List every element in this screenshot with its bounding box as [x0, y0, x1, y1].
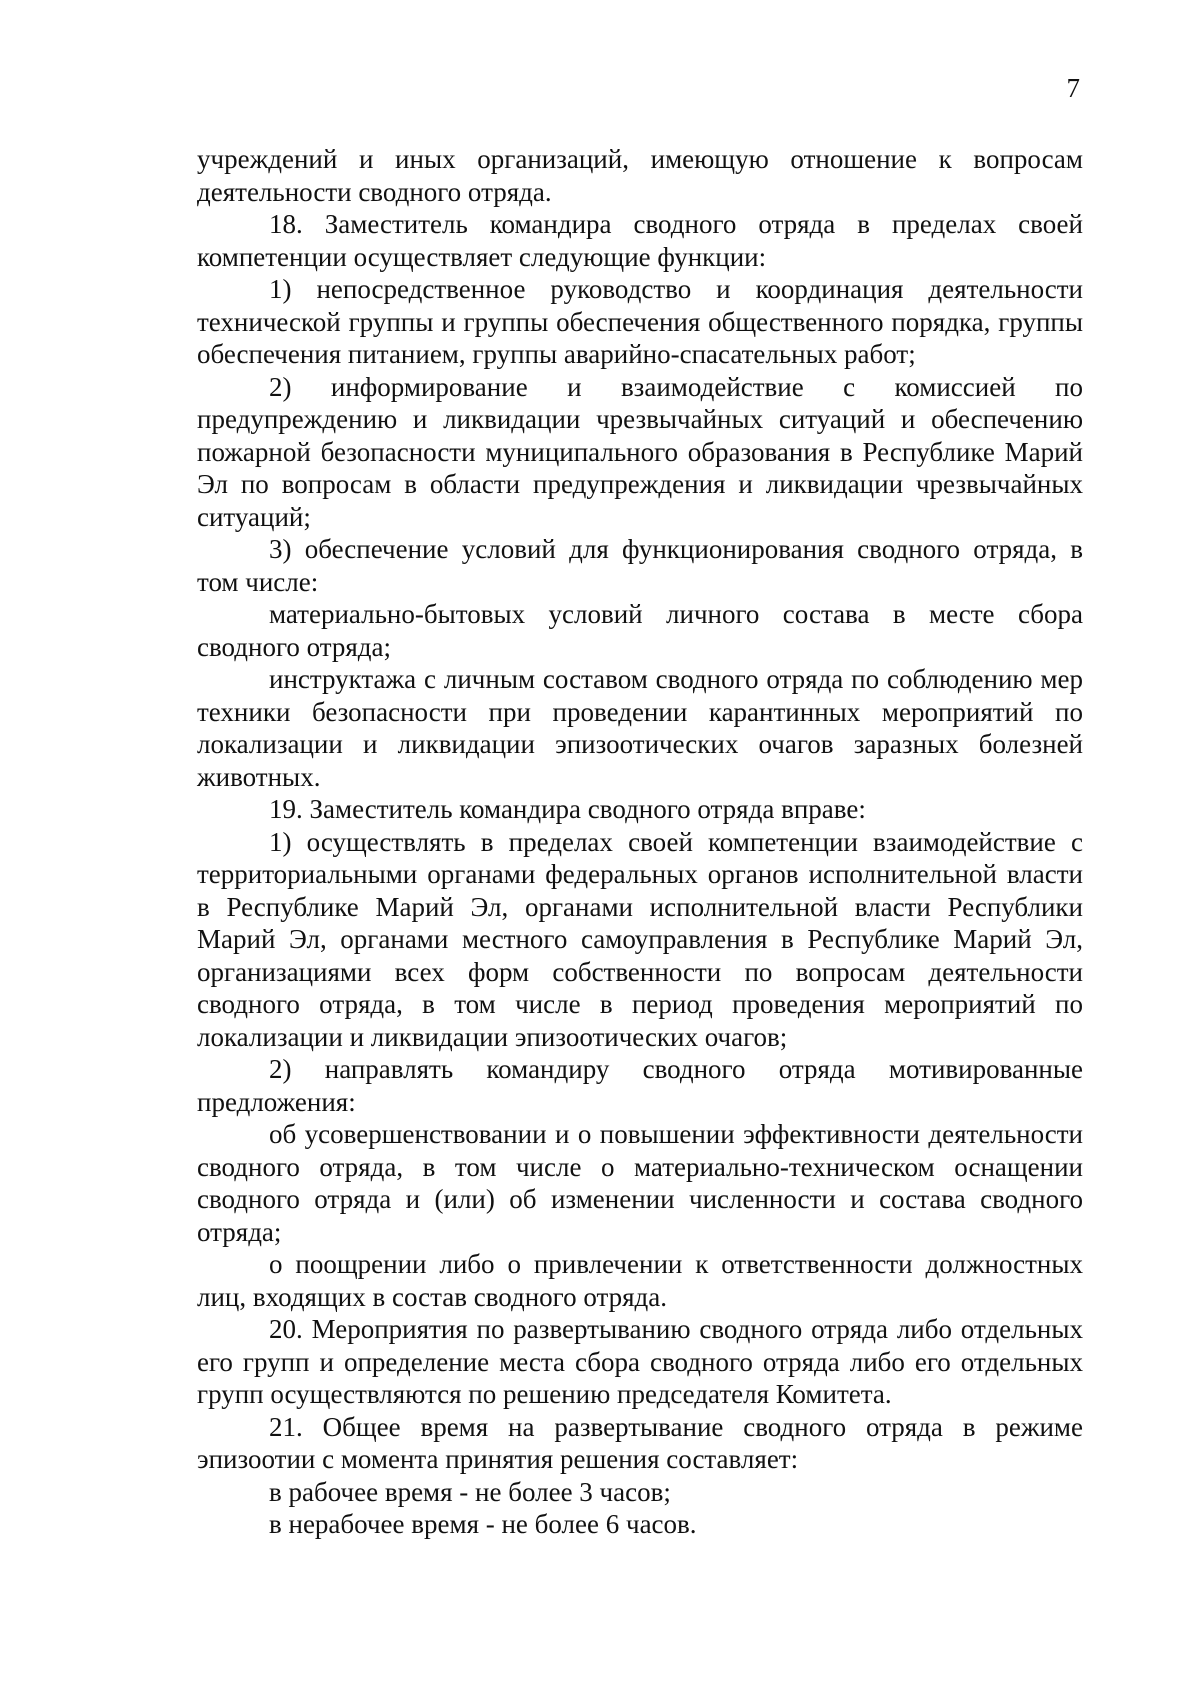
paragraph-19-item-2: 2) направлять командиру сводного отряда мотивированные предложения: — [197, 1054, 1083, 1117]
page-number: 7 — [1066, 73, 1080, 103]
paragraph-21: 21. Общее время на развертывание сводного отряда в режиме эпизоотии с момента принятия решения составляет: — [197, 1411, 1083, 1474]
paragraph-18-item-2: 2) информирование и взаимодействие с комиссией по предупреждению и ликвидации чрезвычайных ситуаций и обеспечению пожарной безопасности муниципального образования в Республике Марий Эл по вопросам в области предупреждения и ликвидации чрезвычайных ситуаций; — [197, 371, 1083, 532]
paragraph-20: 20. Мероприятия по развертыванию сводного отряда либо отдельных его групп и определение места сбора сводного отряда либо его отдельных групп осуществляются по решению председателя Комитета. — [197, 1314, 1083, 1409]
paragraph-19: 19. Заместитель командира сводного отряда вправе: — [269, 794, 866, 824]
paragraph-18: 18. Заместитель командира сводного отряда в пределах своей компетенции осуществляет следующие функции: — [197, 209, 1083, 272]
paragraph-19-item-2-sub-2: о поощрении либо о привлечении к ответственности должностных лиц, входящих в состав сводного отряда. — [197, 1249, 1083, 1312]
paragraph-21-item-1: в рабочее время - не более 3 часов; — [269, 1476, 671, 1507]
paragraph-continuation: учреждений и иных организаций, имеющую отношение к вопросам деятельности сводного отряда. — [197, 144, 1083, 207]
paragraph-18-item-3-sub-2: инструктажа с личным составом сводного отряда по соблюдению мер техники безопасности при проведении карантинных мероприятий по локализации и ликвидации эпизоотических очагов заразных болезней животных. — [197, 664, 1083, 792]
paragraph-18-item-3-sub-1: материально-бытовых условий личного состава в месте сбора сводного отряда; — [197, 599, 1083, 662]
paragraph-18-item-1: 1) непосредственное руководство и координация деятельности технической группы и группы обеспечения общественного порядка, группы обеспечения питанием, группы аварийно-спасательных работ; — [197, 274, 1083, 369]
document-body — [197, 143, 1083, 1541]
paragraph-18-item-3: 3) обеспечение условий для функционирования сводного отряда, в том числе: — [197, 534, 1083, 597]
paragraph-19-item-2-sub-1: об усовершенствовании и о повышении эффективности деятельности сводного отряда, в том числе о материально-техническом оснащении сводного отряда и (или) об изменении численности и состава сводного отряда; — [197, 1119, 1083, 1247]
paragraph-21-item-2: в нерабочее время - не более 6 часов. — [269, 1509, 697, 1539]
paragraph-19-item-1: 1) осуществлять в пределах своей компетенции взаимодействие с территориальными органами федеральных органов исполнительной власти в Республике Марий Эл, органами исполнительной власти Республики Марий Эл, органами местного самоуправления в Республике Марий Эл, организациями всех форм собственности по вопросам деятельности сводного отряда, в том числе в период проведения мероприятий по локализации и ликвидации эпизоотических очагов; — [197, 826, 1083, 1052]
